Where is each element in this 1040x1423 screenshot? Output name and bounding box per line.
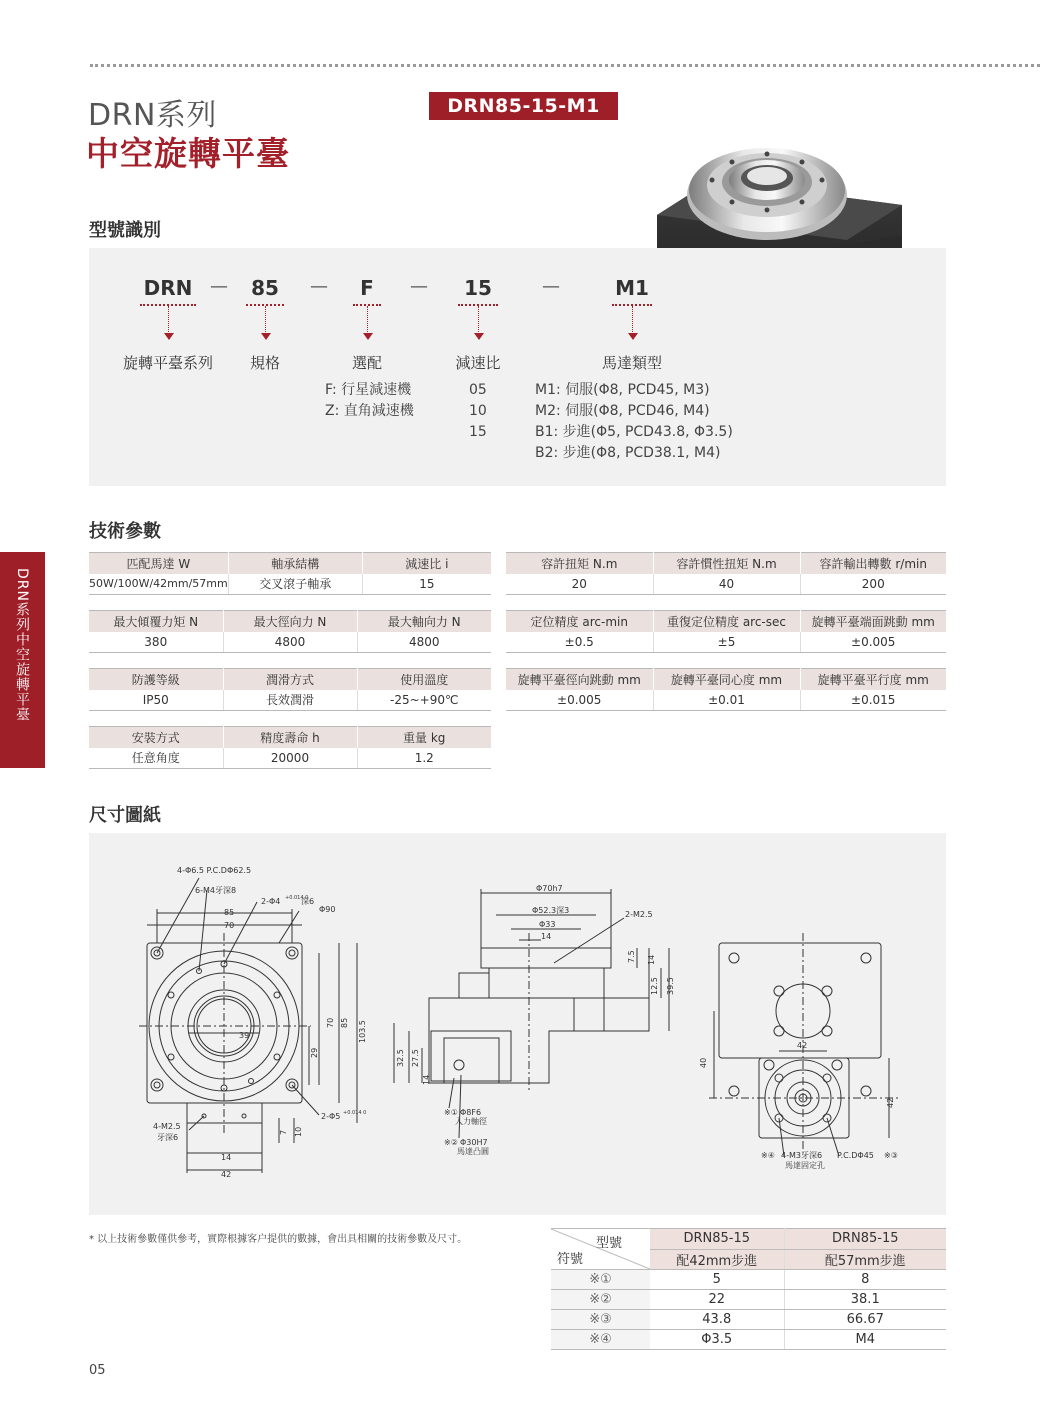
side-view: [394, 889, 669, 1138]
drawing-label: 馬達凸圓: [457, 1147, 489, 1156]
corner-model-label: 型號: [595, 1236, 622, 1251]
section-title-drawing: 尺寸圖紙: [89, 805, 161, 826]
drawing-label: ※②: [444, 1138, 458, 1147]
spec-value: 1.2: [357, 748, 491, 769]
spec-value: 任意角度: [89, 748, 223, 769]
drawing-label: ※①: [444, 1108, 458, 1117]
drawing-label: 10: [294, 1126, 303, 1137]
option-item: M2: 伺服(Φ8, PCD46, M4): [535, 403, 710, 419]
spec-header: 精度壽命 h: [223, 727, 357, 748]
drawing-label: +0.014 0: [343, 1110, 367, 1116]
model-badge: DRN85-15-M1: [429, 92, 618, 120]
spec-header: 防護等級: [89, 669, 223, 690]
spec-table-right-2: [506, 610, 946, 653]
drawing-label: 42: [797, 1041, 808, 1050]
drawing-label: 42: [886, 1097, 895, 1108]
spec-value: ±0.5: [506, 632, 653, 653]
option-item: 10: [469, 403, 487, 419]
spec-header: 最大徑向力 N: [223, 611, 357, 632]
spec-header: 重復定位精度 arc-sec: [653, 611, 800, 632]
side-chapter-tab: [0, 552, 45, 768]
row-symbol: ※④: [551, 1330, 650, 1350]
table-corner: [551, 1229, 650, 1270]
series-title: DRN系列: [88, 98, 217, 133]
code-arrow: [632, 306, 633, 336]
drawing-label: 40: [699, 1057, 708, 1068]
option-item: 05: [469, 382, 487, 398]
table-corner-diag: [551, 1229, 650, 1269]
spec-value: -25~+90℃: [357, 690, 491, 711]
spec-value: 20: [506, 574, 653, 595]
option-item: F: 行星減速機: [325, 382, 412, 398]
drawing-label: 27.5: [411, 1049, 420, 1067]
drawing-label: Φ70h7: [536, 884, 563, 893]
spec-value: 380: [89, 632, 223, 653]
cell-value: 8: [784, 1270, 946, 1290]
footnote: * 以上技術參數僅供參考，實際根據客户提供的數據，會出具相關的技術參數及尺寸。: [89, 1234, 468, 1245]
code-size: 85: [251, 276, 279, 300]
top-dotted-rule: [90, 64, 1040, 67]
drawing-label: 7.5: [627, 950, 636, 963]
product-title: 中空旋轉平臺: [86, 134, 290, 173]
code-dash: —: [542, 276, 560, 297]
cell-value: 5: [650, 1270, 784, 1290]
spec-header: 重量 kg: [357, 727, 491, 748]
drawing-label: 入力軸徑: [455, 1117, 487, 1126]
drawing-label: 14: [541, 932, 552, 941]
dimension-drawing-panel: [89, 833, 946, 1215]
drawing-label: 32.5: [396, 1049, 405, 1067]
option-item: Z: 直角減速機: [325, 403, 414, 419]
code-arrow: [367, 306, 368, 336]
drawing-label: 39.5: [666, 977, 675, 995]
code-arrow: [265, 306, 266, 336]
drawing-label: ※③: [884, 1151, 898, 1160]
code-label-motor: 馬達類型: [601, 354, 662, 372]
spec-table-right-3: [506, 668, 946, 711]
spec-header: 安裝方式: [89, 727, 223, 748]
spec-value: ±0.005: [506, 690, 653, 711]
cell-value: 66.67: [784, 1310, 946, 1330]
spec-table-left-1: [89, 552, 491, 595]
option-item: M1: 伺服(Φ8, PCD45, M3): [535, 382, 710, 398]
drawing-label: 39: [239, 1031, 250, 1040]
drawing-label: Φ90: [319, 905, 336, 914]
drawing-label: 2-M2.5: [625, 910, 653, 919]
table-row: [551, 1290, 946, 1310]
drawing-label: 4-Φ6.5 P.C.DΦ62.5: [177, 866, 252, 875]
column-subheader: 配57mm步進: [784, 1249, 946, 1270]
side-tab-label: DRN系列中空旋轉平臺: [14, 568, 30, 722]
drawing-label: 85: [340, 1017, 349, 1028]
spec-table-right-1: [506, 552, 946, 595]
drawing-label: 70: [326, 1017, 335, 1028]
code-dash: —: [410, 276, 428, 297]
spec-value: ±0.005: [800, 632, 946, 653]
corner-symbol-label: 符號: [557, 1252, 584, 1267]
spec-header: 使用溫度: [357, 669, 491, 690]
option-list-ratio: [469, 380, 487, 443]
code-option: F: [360, 276, 374, 300]
option-list-choice: [325, 380, 414, 422]
spec-header: 容許扭矩 N.m: [506, 553, 653, 574]
spec-header: 旋轉平臺端面跳動 mm: [800, 611, 946, 632]
spec-header: 潤滑方式: [223, 669, 357, 690]
code-label-size: 規格: [249, 354, 280, 372]
spec-table-left-2: [89, 610, 491, 653]
dimension-drawing: [89, 833, 946, 1215]
drawing-label: 2-Φ4: [261, 897, 281, 906]
drawing-label: 6-M4牙深8: [195, 886, 237, 895]
drawing-label: 4-M2.5: [153, 1122, 181, 1131]
spec-value: 15: [362, 574, 491, 595]
page-number: 05: [89, 1363, 106, 1378]
spec-table-left-3: [89, 668, 491, 711]
column-header: DRN85-15: [784, 1229, 946, 1250]
drawing-label: 馬達固定孔: [785, 1161, 825, 1170]
spec-header: 最大軸向力 N: [357, 611, 491, 632]
drawing-label: 4-M3牙深6: [781, 1151, 823, 1160]
spec-value: 交叉滾子軸承: [228, 574, 362, 595]
code-label-ratio: 減速比: [455, 354, 501, 372]
cell-value: M4: [784, 1330, 946, 1350]
code-dash: —: [310, 276, 328, 297]
drawing-label: 14: [221, 1153, 232, 1162]
motor-adapter-table: [551, 1228, 946, 1350]
spec-value: IP50: [89, 690, 223, 711]
drawing-label: 2-Φ5: [321, 1112, 341, 1121]
option-item: 15: [469, 424, 487, 440]
option-item: B2: 步進(Φ8, PCD38.1, M4): [535, 445, 721, 461]
spec-header: 減速比 i: [362, 553, 491, 574]
code-ratio: 15: [464, 276, 492, 300]
spec-header: 旋轉平臺徑向跳動 mm: [506, 669, 653, 690]
drawing-label: 14: [422, 1074, 431, 1085]
drawing-label: 103.5: [358, 1020, 367, 1043]
table-row: [551, 1330, 946, 1350]
section-title-model-code: 型號識別: [89, 220, 161, 241]
table-row: [551, 1270, 946, 1290]
drawing-label: 深6: [301, 897, 315, 906]
option-item: B1: 步進(Φ5, PCD43.8, Φ3.5): [535, 424, 733, 440]
drawing-label: Φ8F6: [460, 1108, 482, 1117]
drawing-label: 7: [279, 1129, 288, 1135]
code-label-option: 選配: [351, 354, 382, 372]
drawing-label: 12.5: [650, 977, 659, 995]
cell-value: 43.8: [650, 1310, 784, 1330]
drawing-label: Φ30H7: [460, 1138, 488, 1147]
spec-value: 長效潤滑: [223, 690, 357, 711]
spec-value: 4800: [223, 632, 357, 653]
drawing-label: 牙深6: [157, 1133, 179, 1142]
table-row: [551, 1310, 946, 1330]
column-subheader: 配42mm步進: [650, 1249, 784, 1270]
drawing-label: 70: [224, 921, 235, 930]
row-symbol: ※②: [551, 1290, 650, 1310]
spec-value: ±5: [653, 632, 800, 653]
spec-header: 匹配馬達 W: [89, 553, 228, 574]
spec-header: 旋轉平臺平行度 mm: [800, 669, 946, 690]
cell-value: 38.1: [784, 1290, 946, 1310]
spec-value: ±0.015: [800, 690, 946, 711]
drawing-label: +0.014 0: [285, 895, 309, 901]
spec-value: 200: [800, 574, 946, 595]
spec-header: 最大傾覆力矩 N: [89, 611, 223, 632]
spec-value: 4800: [357, 632, 491, 653]
spec-header: 容許輸出轉數 r/min: [800, 553, 946, 574]
spec-header: 定位精度 arc-min: [506, 611, 653, 632]
option-list-motor: [535, 380, 733, 464]
drawing-label: 42: [221, 1170, 232, 1179]
code-series: DRN: [143, 276, 193, 300]
drawing-label: P.C.DΦ45: [837, 1151, 874, 1160]
spec-header: 旋轉平臺同心度 mm: [653, 669, 800, 690]
cell-value: 22: [650, 1290, 784, 1310]
spec-table-left-4: [89, 726, 491, 769]
drawing-label: ※④: [761, 1151, 775, 1160]
cell-value: Φ3.5: [650, 1330, 784, 1350]
spec-header: 容許慣性扭矩 N.m: [653, 553, 800, 574]
row-symbol: ※③: [551, 1310, 650, 1330]
spec-value: 20000: [223, 748, 357, 769]
drawing-label: Φ33: [539, 920, 556, 929]
code-arrow: [478, 306, 479, 336]
drawing-label: Φ52.3深3: [532, 906, 570, 915]
column-header: DRN85-15: [650, 1229, 784, 1250]
code-motor: M1: [615, 276, 649, 300]
drawing-label: 14: [647, 954, 656, 965]
code-label-series: 旋轉平臺系列: [122, 354, 213, 372]
section-title-specs: 技術參數: [89, 521, 161, 542]
spec-header: 軸承結構: [228, 553, 362, 574]
spec-value: 40: [653, 574, 800, 595]
spec-value: ±0.01: [653, 690, 800, 711]
drawing-label: 85: [224, 908, 235, 917]
row-symbol: ※①: [551, 1270, 650, 1290]
code-dash: —: [210, 276, 228, 297]
code-arrow: [168, 306, 169, 336]
drawing-label: 29: [310, 1047, 319, 1058]
spec-value: 50W/100W/42mm/57mm: [89, 574, 228, 595]
